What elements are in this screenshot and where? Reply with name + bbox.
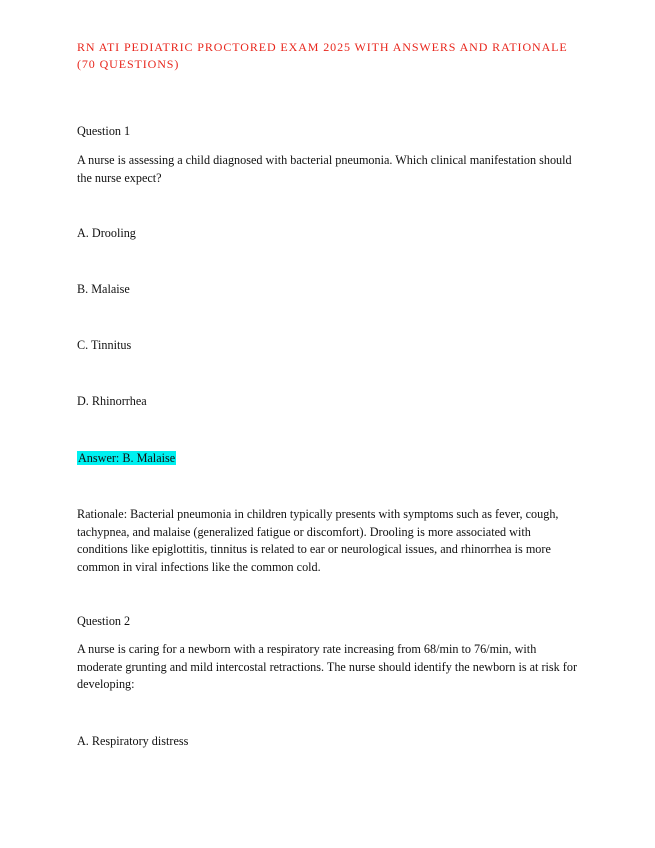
question-2-label: Question 2 (77, 614, 131, 628)
question-1-option-c: C. Tinnitus (77, 338, 132, 352)
question-2-option-a: A. Respiratory distress (77, 734, 189, 748)
question-1-rationale: Rationale: Bacterial pneumonia in children typically presents with symptoms such as fever, cough, tachypnea, and malaise (generalized fatigue or discomfort). Drooling is more associated with conditions like epiglottitis, tinnitus is related to ear or neurological issues, and rhinorrhea is more common in viral infections like the common cold. (77, 507, 559, 574)
question-1-answer-highlight: Answer: B. Malaise (78, 451, 176, 465)
document-title: RN ATI PEDIATRIC PROCTORED EXAM 2025 WITH ANSWERS AND RATIONALE (70 QUESTIONS) (77, 40, 568, 71)
question-1-text: A nurse is assessing a child diagnosed with bacterial pneumonia. Which clinical manifestation should the nurse expect? (77, 153, 572, 185)
question-1-label: Question 1 (77, 124, 131, 138)
question-2-text: A nurse is caring for a newborn with a respiratory rate increasing from 68/min to 76/min, with moderate grunting and mild intercostal retractions. The nurse should identify the newborn is at risk for developing: (77, 642, 578, 691)
question-1-option-a: A. Drooling (77, 226, 136, 240)
question-1-option-b: B. Malaise (77, 282, 130, 296)
question-1-answer-line (77, 450, 582, 468)
question-1-option-d: D. Rhinorrhea (77, 394, 147, 408)
